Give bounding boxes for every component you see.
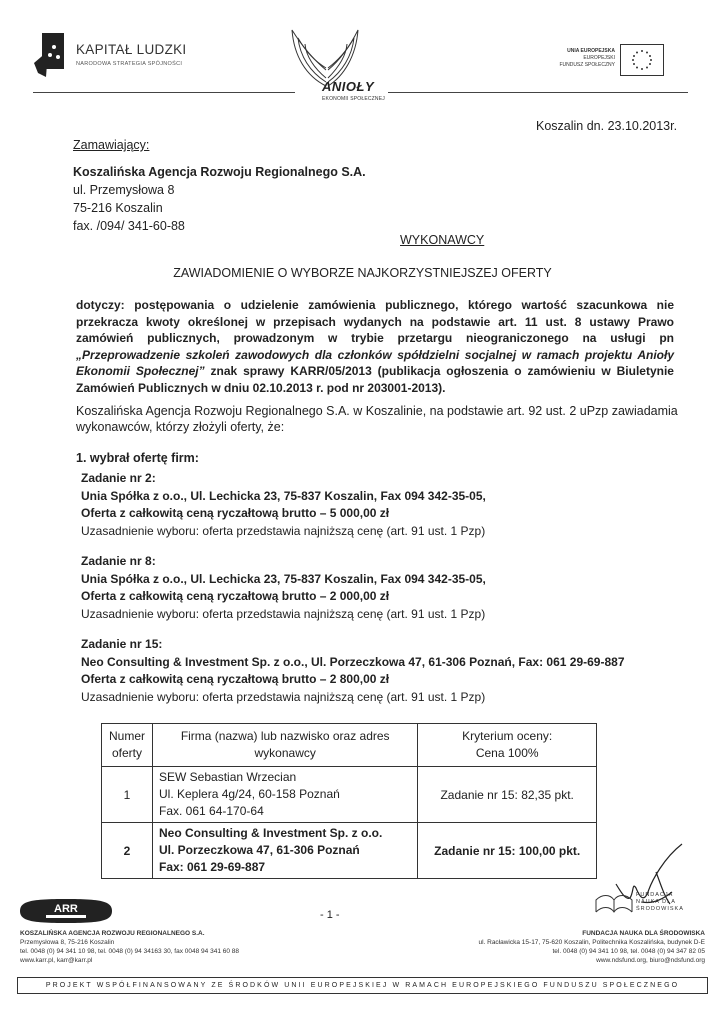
offer-firm-name: SEW Sebastian Wrzecian [159, 770, 297, 784]
task-title: Zadanie nr 8: [81, 554, 156, 568]
anioly-logo-subtitle: EKONOMII SPOŁECZNEJ [322, 96, 385, 102]
offer-firm-fax: Fax: 061 29-69-887 [159, 860, 266, 874]
task-reason: Uzasadnienie wyboru: oferta przedstawia najniższą cenę (art. 91 ust. 1 Pzp) [81, 606, 486, 621]
nds-logo-text: FUNDACJA NAUKA DLA ŚRODOWISKA [636, 892, 684, 912]
offer-number: 1 [102, 767, 153, 823]
header-criterion [418, 724, 597, 767]
nds-book-icon [592, 890, 636, 920]
table-row [102, 767, 597, 823]
eu-cofinancing-bar: PROJEKT WSPÓŁFINANSOWANY ZE ŚRODKÓW UNII EUROPEJSKIEJ W RAMACH EUROPEJSKIEGO FUNDUSZU SPOŁECZNEGO [17, 977, 708, 994]
task-firm: Neo Consulting & Investment Sp. z o.o., Ul. Porzeczkowa 47, 61-306 Poznań, Fax: 061 29-69-887 [81, 654, 625, 669]
document-title: ZAWIADOMIENIE O WYBORZE NAJKORZYSTNIEJSZEJ OFERTY [173, 266, 552, 280]
task-reason: Uzasadnienie wyboru: oferta przedstawia najniższą cenę (art. 91 ust. 1 Pzp) [81, 689, 486, 704]
footer-left-title: KOSZALIŃSKA AGENCJA ROZWOJU REGIONALNEGO S.A. [20, 930, 205, 937]
ordering-party-fax: fax. /094/ 341-60-88 [73, 219, 185, 233]
footer-right-phones: tel. 0048 (0) 94 341 10 98, tel. 0048 (0) 94 347 82 05 [552, 948, 705, 955]
task-block [81, 636, 625, 706]
footer-left-address: Przemysłowa 8, 75-216 Koszalin [20, 939, 115, 946]
place-and-date: Koszalin dn. 23.10.2013r. [536, 119, 678, 133]
kapital-ludzki-title: KAPITAŁ LUDZKI [76, 42, 187, 57]
task-reason: Uzasadnienie wyboru: oferta przedstawia najniższą cenę (art. 91 ust. 1 Pzp) [81, 523, 486, 538]
task-price: Oferta z całkowitą ceną ryczałtową brutto – 2 000,00 zł [81, 589, 390, 603]
footer-right-contact [478, 929, 705, 965]
table-row [102, 823, 597, 879]
subject-part2: znak sprawy KARR/05/2013 (publikacja ogłoszenia o zamówieniu w Biuletynie Zamówień Publicznych w dniu 02.10.2013 r. pod nr 203001-2013). [76, 364, 674, 395]
offer-number: 2 [102, 823, 153, 879]
header-offer-number-l2: oferty [111, 746, 142, 760]
subject-project-name: „Przeprowadzenie szkoleń zawodowych dla członków spółdzielni socjalnej w ramach projektu Anioły Ekonomii Społecznej” [76, 347, 674, 379]
task-price: Oferta z całkowitą ceną ryczałtową brutto – 5 000,00 zł [81, 506, 390, 520]
footer-left-contact [20, 929, 239, 965]
recipients-label: WYKONAWCY [400, 233, 485, 247]
eu-flag-icon [620, 44, 664, 76]
footer-left-phones: tel. 0048 (0) 94 341 10 98, tel. 0048 (0) 94 34163 30, fax 0048 94 341 60 88 [20, 948, 240, 955]
ordering-party-label: Zamawiający: [73, 138, 150, 152]
offer-firm [153, 823, 418, 879]
footer-right-title: FUNDACJA NAUKA DLA ŚRODOWISKA [582, 930, 705, 937]
intro-paragraph: Koszalińska Agencja Rozwoju Regionalnego S.A. w Koszalinie, na podstawie art. 92 ust. 2 uPzp zawiadamia wykonawców, którzy złożyli oferty, że: [76, 404, 678, 434]
header-divider-left [33, 92, 295, 93]
header-firm-l2: wykonawcy [254, 746, 316, 760]
footer-right-address: ul. Racławicka 15-17, 75-620 Koszalin, Politechnika Koszalińska, budynek D-E [478, 939, 705, 946]
header-criterion-l2: Cena 100% [475, 746, 539, 760]
eu-logo-text [545, 48, 615, 69]
task-title: Zadanie nr 2: [81, 471, 156, 485]
subject-part1: dotyczy: postępowania o udzielenie zamówienia publicznego, którego wartość szacunkowa nie przekracza kwoty określonej w przepisach wydanych na podstawie art. 11 ust. 8 ustawy Prawo zamówień publicznych, prowadzonym w trybie przetargu nieograniczonego na usługi pn [76, 298, 674, 346]
offer-score: Zadanie nr 15: 100,00 pkt. [418, 823, 597, 879]
subject-paragraph [76, 297, 674, 397]
offer-firm-address: Ul. Keplera 4g/24, 60-158 Poznań [159, 787, 340, 801]
offer-firm-fax: Fax. 061 64-170-64 [159, 804, 264, 818]
ordering-party-name: Koszalińska Agencja Rozwoju Regionalnego S.A. [73, 165, 366, 179]
results-table [101, 723, 597, 879]
eu-logo-line1: UNIA EUROPEJSKA [567, 48, 615, 54]
header-offer-number [102, 724, 153, 767]
task-block [81, 470, 486, 540]
eu-logo-line2: EUROPEJSKI [583, 55, 615, 61]
page-number: - 1 - [320, 909, 340, 921]
task-block [81, 553, 486, 623]
nds-logo [592, 890, 684, 920]
header-criterion-l1: Kryterium oceny: [462, 729, 553, 743]
section-1-heading: 1. wybrał ofertę firm: [76, 451, 199, 465]
table-header-row [102, 724, 597, 767]
ordering-party-address [73, 163, 366, 235]
header-divider-right [388, 92, 688, 93]
task-title: Zadanie nr 15: [81, 637, 163, 651]
header-offer-number-l1: Numer [108, 729, 145, 743]
task-price: Oferta z całkowitą ceną ryczałtową brutto – 2 800,00 zł [81, 672, 390, 686]
offer-firm-name: Neo Consulting & Investment Sp. z o.o. [159, 826, 383, 840]
eu-logo-line3: FUNDUSZ SPOŁECZNY [559, 62, 615, 68]
task-firm: Unia Spółka z o.o., Ul. Lechicka 23, 75-837 Koszalin, Fax 094 342-35-05, [81, 488, 486, 503]
ordering-party-street: ul. Przemysłowa 8 [73, 183, 175, 197]
kapital-ludzki-subtitle: NARODOWA STRATEGIA SPÓJNOŚCI [76, 61, 183, 67]
anioly-logo-title: ANIOŁY [322, 79, 375, 94]
arr-logo-text: ARR [54, 903, 78, 915]
arr-logo-icon [18, 898, 114, 924]
footer-left-web: www.karr.pl, karr@karr.pl [20, 957, 93, 964]
offer-score: Zadanie nr 15: 82,35 pkt. [418, 767, 597, 823]
offer-firm-address: Ul. Porzeczkowa 47, 61-306 Poznań [159, 843, 360, 857]
kapital-ludzki-logo-icon [34, 33, 64, 77]
footer-right-web: www.ndsfund.org, biuro@ndsfund.org [596, 957, 705, 964]
header-firm-l1: Firma (nazwa) lub nazwisko oraz adres [180, 729, 390, 743]
header-firm [153, 724, 418, 767]
task-firm: Unia Spółka z o.o., Ul. Lechicka 23, 75-837 Koszalin, Fax 094 342-35-05, [81, 571, 486, 586]
offer-firm [153, 767, 418, 823]
ordering-party-city: 75-216 Koszalin [73, 201, 163, 215]
